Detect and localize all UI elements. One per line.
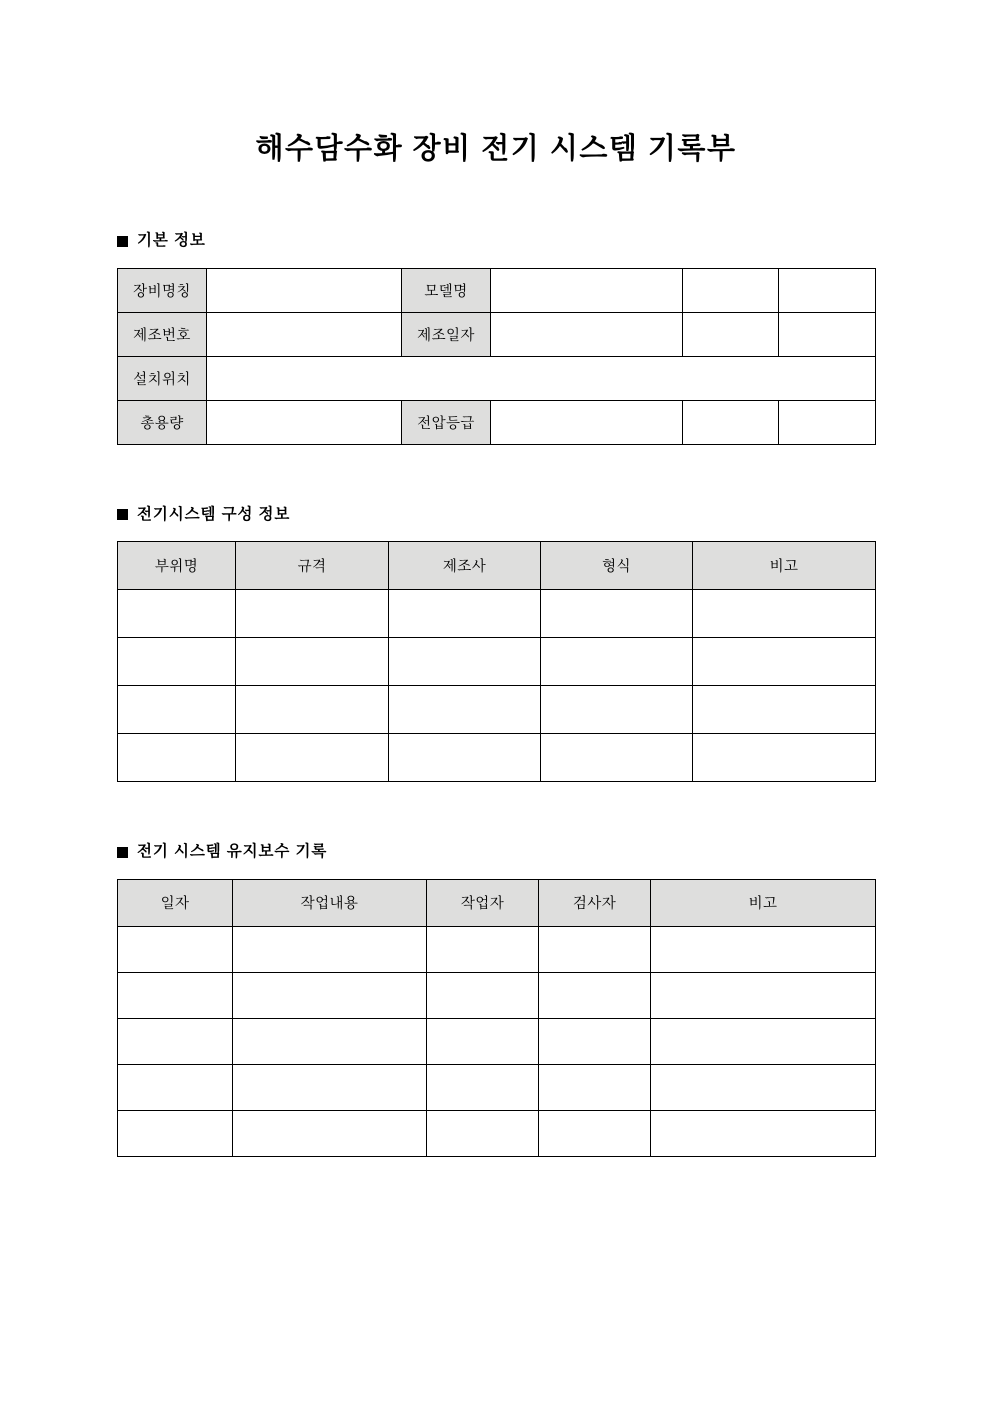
field-value-extra-1a[interactable] [683, 268, 779, 312]
field-label-voltage-class: 전압등급 [402, 400, 491, 444]
table-header-row [118, 879, 876, 926]
field-value-voltage-class[interactable] [491, 400, 683, 444]
cell-type[interactable] [541, 590, 693, 638]
cell-spec[interactable] [236, 590, 389, 638]
table-row [118, 400, 876, 444]
cell-work-content[interactable] [233, 1110, 427, 1156]
field-value-model-name[interactable] [491, 268, 683, 312]
spacer-heading-2 [0, 522, 992, 541]
field-value-serial-number[interactable] [207, 312, 402, 356]
cell-remarks[interactable] [693, 590, 876, 638]
field-value-extra-2b[interactable] [779, 312, 876, 356]
cell-remarks[interactable] [693, 734, 876, 782]
cell-work-content[interactable] [233, 972, 427, 1018]
cell-remarks[interactable] [693, 638, 876, 686]
cell-date[interactable] [118, 1110, 233, 1156]
field-value-total-capacity[interactable] [207, 400, 402, 444]
spacer-heading-3 [0, 860, 992, 879]
cell-spec[interactable] [236, 638, 389, 686]
cell-part-name[interactable] [118, 734, 236, 782]
cell-type[interactable] [541, 686, 693, 734]
cell-part-name[interactable] [118, 686, 236, 734]
cell-worker[interactable] [427, 972, 539, 1018]
field-label-model-name: 모델명 [402, 268, 491, 312]
field-value-extra-4b[interactable] [779, 400, 876, 444]
spacer-section-2-3 [0, 782, 992, 844]
cell-remarks[interactable] [651, 972, 876, 1018]
section-heading-basic-info [0, 233, 992, 249]
cell-date[interactable] [118, 1064, 233, 1110]
cell-spec[interactable] [236, 686, 389, 734]
table-row [118, 1064, 876, 1110]
cell-spec[interactable] [236, 734, 389, 782]
system-config-table [117, 541, 876, 782]
table-header-row [118, 542, 876, 590]
column-header-remarks: 비고 [651, 879, 876, 926]
square-bullet-icon [117, 236, 128, 247]
section-system-config [0, 507, 992, 783]
cell-remarks[interactable] [693, 686, 876, 734]
cell-work-content[interactable] [233, 1018, 427, 1064]
cell-remarks[interactable] [651, 1064, 876, 1110]
cell-remarks[interactable] [651, 1110, 876, 1156]
field-value-extra-1b[interactable] [779, 268, 876, 312]
cell-inspector[interactable] [539, 926, 651, 972]
cell-part-name[interactable] [118, 638, 236, 686]
field-label-install-location: 설치위치 [118, 356, 207, 400]
field-label-manufacture-date: 제조일자 [402, 312, 491, 356]
cell-date[interactable] [118, 1018, 233, 1064]
section-heading-system-config [0, 507, 992, 523]
column-header-part-name: 부위명 [118, 542, 236, 590]
table-row [118, 638, 876, 686]
table-row [118, 268, 876, 312]
field-value-equipment-name[interactable] [207, 268, 402, 312]
field-value-install-location[interactable] [207, 356, 876, 400]
table-row [118, 926, 876, 972]
column-header-worker: 작업자 [427, 879, 539, 926]
field-value-manufacture-date[interactable] [491, 312, 683, 356]
cell-part-name[interactable] [118, 590, 236, 638]
table-row [118, 1110, 876, 1156]
spacer-title [0, 167, 992, 233]
field-label-serial-number: 제조번호 [118, 312, 207, 356]
maintenance-table [117, 879, 876, 1157]
page-title: 해수담수화 장비 전기 시스템 기록부 [255, 133, 737, 165]
column-header-inspector: 검사자 [539, 879, 651, 926]
cell-inspector[interactable] [539, 1110, 651, 1156]
cell-inspector[interactable] [539, 972, 651, 1018]
column-header-manufacturer: 제조사 [389, 542, 541, 590]
spacer-heading-1 [0, 249, 992, 268]
field-value-extra-2a[interactable] [683, 312, 779, 356]
cell-worker[interactable] [427, 926, 539, 972]
cell-remarks[interactable] [651, 926, 876, 972]
table-row [118, 972, 876, 1018]
basic-info-table [117, 268, 876, 445]
section-heading-label: 기본 정보 [137, 232, 206, 250]
field-value-extra-4a[interactable] [683, 400, 779, 444]
section-basic-info [0, 233, 992, 445]
cell-inspector[interactable] [539, 1018, 651, 1064]
cell-manufacturer[interactable] [389, 590, 541, 638]
column-header-spec: 규격 [236, 542, 389, 590]
cell-type[interactable] [541, 638, 693, 686]
cell-date[interactable] [118, 926, 233, 972]
cell-type[interactable] [541, 734, 693, 782]
cell-manufacturer[interactable] [389, 686, 541, 734]
column-header-type: 형식 [541, 542, 693, 590]
column-header-remarks: 비고 [693, 542, 876, 590]
cell-worker[interactable] [427, 1110, 539, 1156]
table-wrapper-basic-info [0, 268, 992, 445]
field-label-equipment-name: 장비명칭 [118, 268, 207, 312]
section-heading-label: 전기시스템 구성 정보 [137, 505, 291, 523]
cell-manufacturer[interactable] [389, 638, 541, 686]
table-wrapper-maintenance [0, 879, 992, 1157]
column-header-date: 일자 [118, 879, 233, 926]
table-row [118, 312, 876, 356]
table-row [118, 356, 876, 400]
cell-worker[interactable] [427, 1018, 539, 1064]
spacer-section-1-2 [0, 445, 992, 507]
table-row [118, 734, 876, 782]
square-bullet-icon [117, 509, 128, 520]
column-header-work-content: 작업내용 [233, 879, 427, 926]
section-maintenance [0, 844, 992, 1157]
cell-remarks[interactable] [651, 1018, 876, 1064]
cell-work-content[interactable] [233, 1064, 427, 1110]
section-heading-maintenance [0, 844, 992, 860]
cell-work-content[interactable] [233, 926, 427, 972]
section-heading-label: 전기 시스템 유지보수 기록 [137, 843, 328, 861]
table-row [118, 1018, 876, 1064]
cell-date[interactable] [118, 972, 233, 1018]
field-label-total-capacity: 총용량 [118, 400, 207, 444]
square-bullet-icon [117, 847, 128, 858]
table-wrapper-system-config [0, 541, 992, 782]
cell-inspector[interactable] [539, 1064, 651, 1110]
cell-worker[interactable] [427, 1064, 539, 1110]
table-row [118, 590, 876, 638]
cell-manufacturer[interactable] [389, 734, 541, 782]
table-row [118, 686, 876, 734]
